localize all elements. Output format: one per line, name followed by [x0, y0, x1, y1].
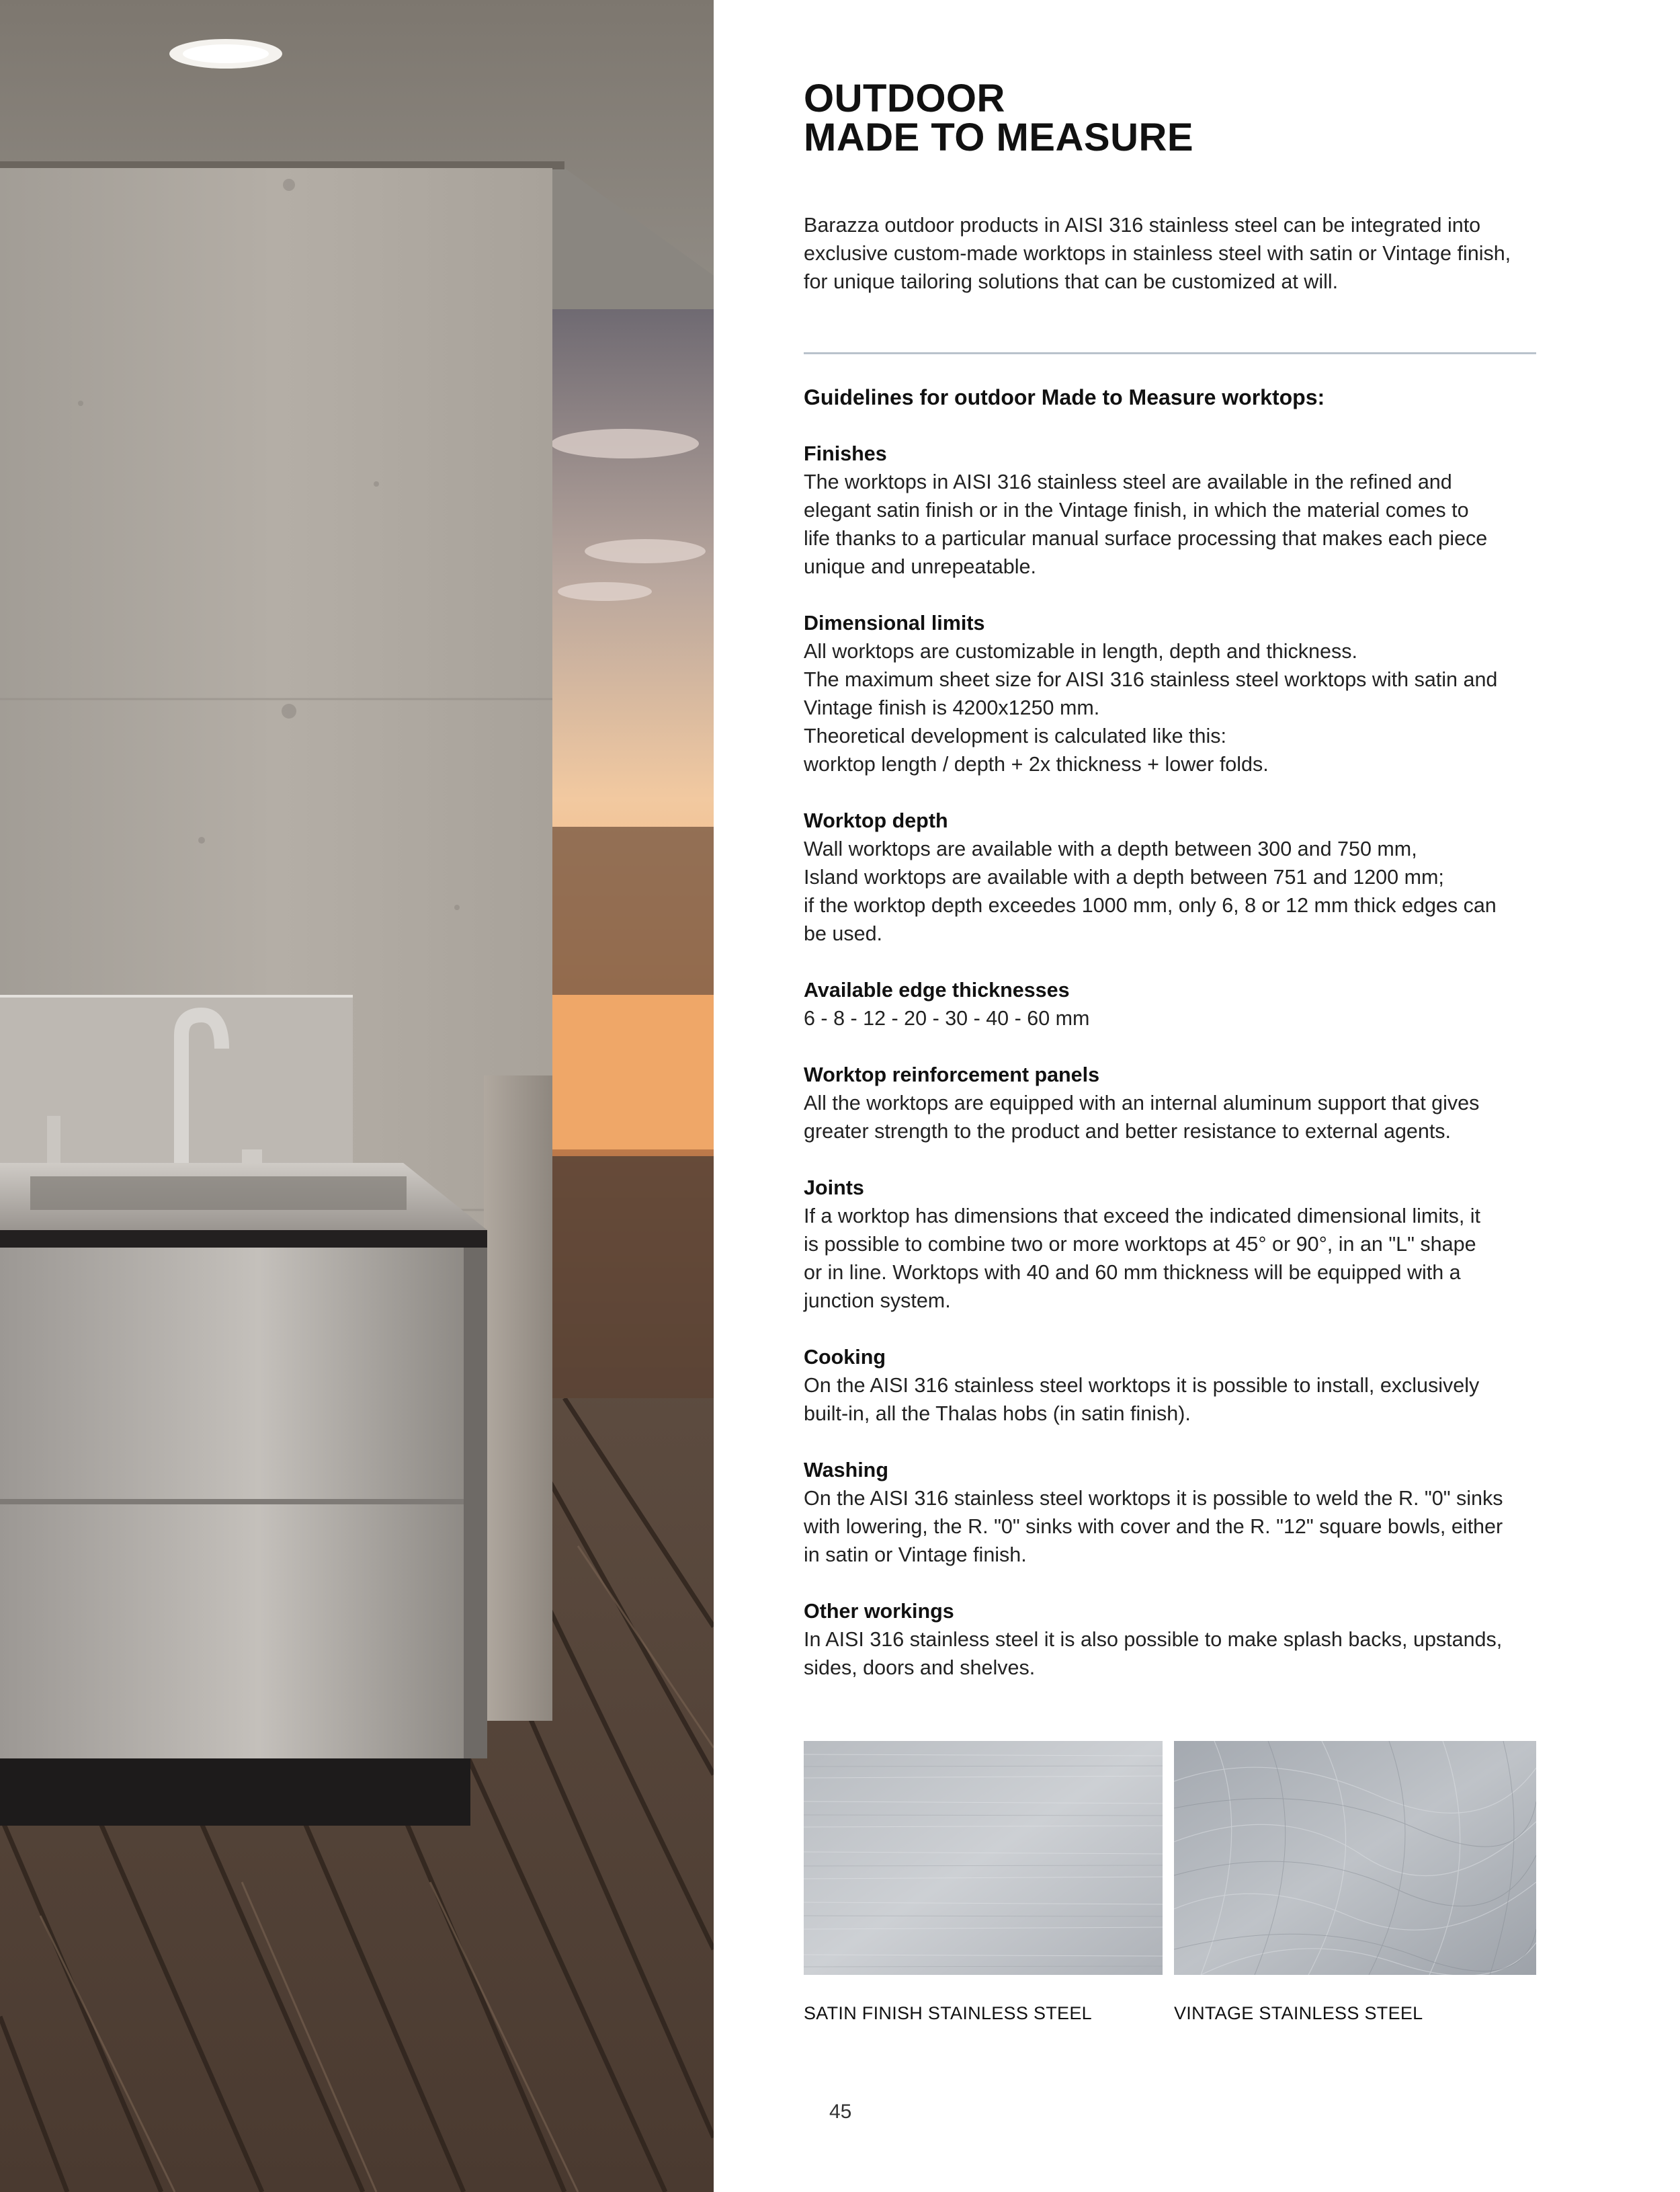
section-worktop-depth [804, 807, 1536, 948]
section-line: elegant satin finish or in the Vintage finish, in which the material comes to [804, 499, 1469, 522]
vintage-finish-caption: VINTAGE STAINLESS STEEL [1174, 2003, 1423, 2023]
section-finishes [804, 440, 1536, 581]
divider-rule [804, 352, 1536, 354]
section-line: junction system. [804, 1289, 951, 1312]
content-column [804, 0, 1536, 2192]
section-washing [804, 1456, 1536, 1569]
section-heading: Available edge thicknesses [804, 979, 1070, 1002]
section-reinforcement-panels [804, 1061, 1536, 1145]
section-line: 6 - 8 - 12 - 20 - 30 - 40 - 60 mm [804, 1007, 1090, 1030]
outdoor-kitchen-photo [0, 0, 714, 2192]
page-number: 45 [829, 2101, 852, 2123]
section-line: All worktops are customizable in length, depth and thickness. [804, 640, 1357, 663]
section-heading: Worktop depth [804, 809, 948, 832]
satin-finish-swatch [804, 1741, 1163, 1975]
section-line: On the AISI 316 stainless steel worktops it is possible to weld the R. "0" sinks [804, 1487, 1503, 1510]
section-heading: Joints [804, 1176, 864, 1199]
guidelines-title: Guidelines for outdoor Made to Measure worktops: [804, 385, 1325, 409]
section-heading: Finishes [804, 442, 887, 465]
section-line: in satin or Vintage finish. [804, 1543, 1027, 1566]
section-heading: Worktop reinforcement panels [804, 1063, 1100, 1086]
section-line: Wall worktops are available with a depth between 300 and 750 mm, [804, 838, 1417, 860]
section-other-workings [804, 1597, 1536, 1682]
section-line: If a worktop has dimensions that exceed the indicated dimensional limits, it [804, 1205, 1481, 1227]
section-line: On the AISI 316 stainless steel worktops it is possible to install, exclusively [804, 1374, 1480, 1397]
page-title-line-2: MADE TO MEASURE [804, 116, 1194, 159]
section-heading: Other workings [804, 1600, 954, 1623]
section-line: sides, doors and shelves. [804, 1656, 1036, 1679]
page-title [804, 79, 1193, 157]
vintage-finish-swatch [1174, 1741, 1536, 1975]
section-heading: Dimensional limits [804, 612, 985, 635]
section-line: if the worktop depth exceedes 1000 mm, only 6, 8 or 12 mm thick edges can [804, 894, 1497, 917]
section-line: In AISI 316 stainless steel it is also possible to make splash backs, upstands, [804, 1628, 1503, 1651]
section-line: All the worktops are equipped with an internal aluminum support that gives [804, 1092, 1480, 1114]
section-heading: Cooking [804, 1346, 886, 1369]
section-line: or in line. Worktops with 40 and 60 mm thickness will be equipped with a [804, 1261, 1461, 1284]
page-title-line-1: OUTDOOR [804, 77, 1005, 120]
section-cooking [804, 1343, 1536, 1428]
section-line: is possible to combine two or more worktops at 45° or 90°, in an "L" shape [804, 1233, 1476, 1256]
section-line: be used. [804, 922, 883, 945]
section-line: Vintage finish is 4200x1250 mm. [804, 696, 1100, 719]
section-line: Theoretical development is calculated like this: [804, 725, 1226, 747]
section-line: with lowering, the R. "0" sinks with cover and the R. "12" square bowls, either [804, 1515, 1503, 1538]
section-dimensional-limits [804, 609, 1536, 778]
section-line: The maximum sheet size for AISI 316 stainless steel worktops with satin and [804, 668, 1498, 691]
section-joints [804, 1174, 1536, 1315]
section-heading: Washing [804, 1459, 888, 1481]
section-line: worktop length / depth + 2x thickness + lower folds. [804, 753, 1269, 776]
section-line: life thanks to a particular manual surface processing that makes each piece [804, 527, 1488, 550]
satin-finish-caption: SATIN FINISH STAINLESS STEEL [804, 2003, 1092, 2023]
guidelines-sections [804, 440, 1536, 1710]
intro-paragraph: Barazza outdoor products in AISI 316 stainless steel can be integrated into exclusive custom-made worktops in stainless steel with satin or Vintage finish, for unique tailoring solutions that can be customized at will. [804, 214, 1511, 293]
section-line: greater strength to the product and better resistance to external agents. [804, 1120, 1452, 1143]
section-edge-thicknesses [804, 976, 1536, 1032]
section-line: built-in, all the Thalas hobs (in satin finish). [804, 1402, 1191, 1425]
section-line: unique and unrepeatable. [804, 555, 1036, 578]
section-line: Island worktops are available with a depth between 751 and 1200 mm; [804, 866, 1444, 889]
section-line: The worktops in AISI 316 stainless steel are available in the refined and [804, 471, 1452, 493]
